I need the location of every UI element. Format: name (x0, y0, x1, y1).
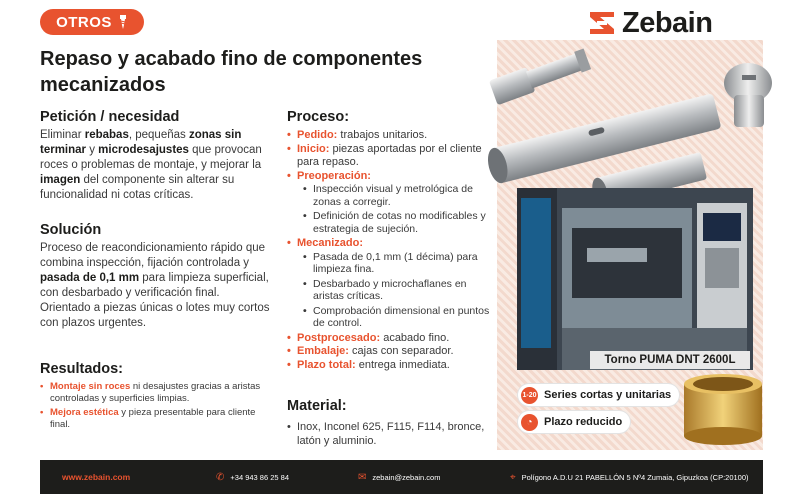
list-item: • Postprocesado: acabado fino. (287, 332, 492, 346)
parts-photo (480, 25, 780, 205)
solucion-text: Proceso de reacondicionamiento rápido que combina inspección, fijación controlada y pasada de 0,1 mm para limpieza superficial, con desbarbado y verificación final. Orientado a piezas únicas o lotes muy cortos con plazos urgentes. (40, 242, 270, 329)
mec-sublist (287, 251, 492, 330)
resultados-list (40, 381, 272, 431)
sub-list-item: • Desbarbado y microchaflanes en aristas críticas. (287, 278, 492, 303)
calendar-icon: 1-20 (521, 387, 538, 404)
section-heading: Proceso: (287, 109, 350, 125)
section-solucion (40, 222, 272, 331)
address-text: Polígono A.D.U 21 PABELLÓN 5 Nº4 Zumaia, Gipuzkoa (CP:20100) (521, 473, 749, 482)
list-item: • Montaje sin roces ni desajustes gracias a aristas controladas y superficies limpias. (40, 381, 272, 405)
section-material (287, 398, 492, 450)
material-list (271, 420, 492, 448)
bronze-bushing-photo (680, 370, 770, 448)
list-item: • Embalaje: cajas con separador. (287, 345, 492, 359)
sub-list-item: • Definición de cotas no modificables y estrategia de sujeción. (287, 210, 492, 235)
list-item: • Plazo total: entrega inmediata. (287, 359, 492, 373)
sub-list-item: • Inspección visual y metrológica de zonas a corregir. (287, 183, 492, 208)
list-item: • Inox, Inconel 625, F115, F114, bronce, latón y aluminio. (271, 420, 492, 448)
section-heading: Material: (287, 398, 347, 414)
footer-email (358, 472, 440, 483)
section-resultados (40, 361, 272, 433)
category-tag (40, 9, 144, 35)
website-link[interactable]: www.zebain.com (62, 472, 131, 482)
logo-text: Zebain (622, 6, 713, 39)
location-icon: ⌖ (510, 472, 516, 483)
mail-icon: ✉ (358, 472, 367, 483)
phone-icon: ✆ (216, 472, 225, 483)
page-title (40, 46, 490, 98)
peticion-text: Eliminar rebabas, pequeñas zonas sin terminar y microdesajustes que provocan roces o problemas de montaje, y mejorar la imagen del componente sin alterar su funcionalidad ni cotas críticas. (40, 129, 262, 201)
drill-icon (118, 15, 128, 29)
list-item: • Inicio: piezas aportadas por el cliente para repaso. (287, 143, 492, 170)
email-text[interactable]: zebain@zebain.com (372, 473, 441, 482)
phone-text[interactable]: +34 943 86 25 84 (230, 473, 289, 482)
proceso-list (287, 129, 492, 372)
preop-sublist (287, 183, 492, 235)
lathe-machine-photo (517, 188, 753, 370)
list-item: • Mecanizado: • Pasada de 0,1 mm (1 décima) para limpieza fina. • Desbarbado y microchaflanes en aristas críticas. • Comprobación dimensional en puntos de control. (287, 237, 492, 330)
footer-phone (216, 472, 289, 483)
badge-plazo (518, 411, 630, 433)
list-item: • Mejora estética y pieza presentable para cliente final. (40, 407, 272, 431)
section-heading: Petición / necesidad (40, 109, 180, 125)
clock-icon: ◔ (521, 414, 538, 431)
machine-caption: Torno PUMA DNT 2600L (590, 351, 750, 369)
list-item: • Preoperación: • Inspección visual y metrológica de zonas a corregir. • Definición de cotas no modificables y estrategia de sujeción. (287, 170, 492, 236)
section-peticion (40, 109, 272, 203)
footer (40, 460, 763, 494)
title-line-1: Repaso y acabado fino de componentes (40, 48, 423, 70)
sub-list-item: • Pasada de 0,1 mm (1 décima) para limpieza fina. (287, 251, 492, 276)
section-heading: Solución (40, 222, 102, 238)
list-item: • Pedido: trabajos unitarios. (287, 129, 492, 143)
badge-label: Series cortas y unitarias (544, 389, 672, 401)
section-proceso (287, 109, 492, 372)
category-tag-label: OTROS (56, 13, 112, 31)
footer-address (510, 472, 749, 483)
section-heading: Resultados: (40, 361, 123, 377)
title-line-2: mecanizados (40, 74, 166, 96)
badge-label: Plazo reducido (544, 416, 623, 428)
sub-list-item: • Comprobación dimensional en puntos de control. (287, 305, 492, 330)
badge-series (518, 384, 679, 406)
